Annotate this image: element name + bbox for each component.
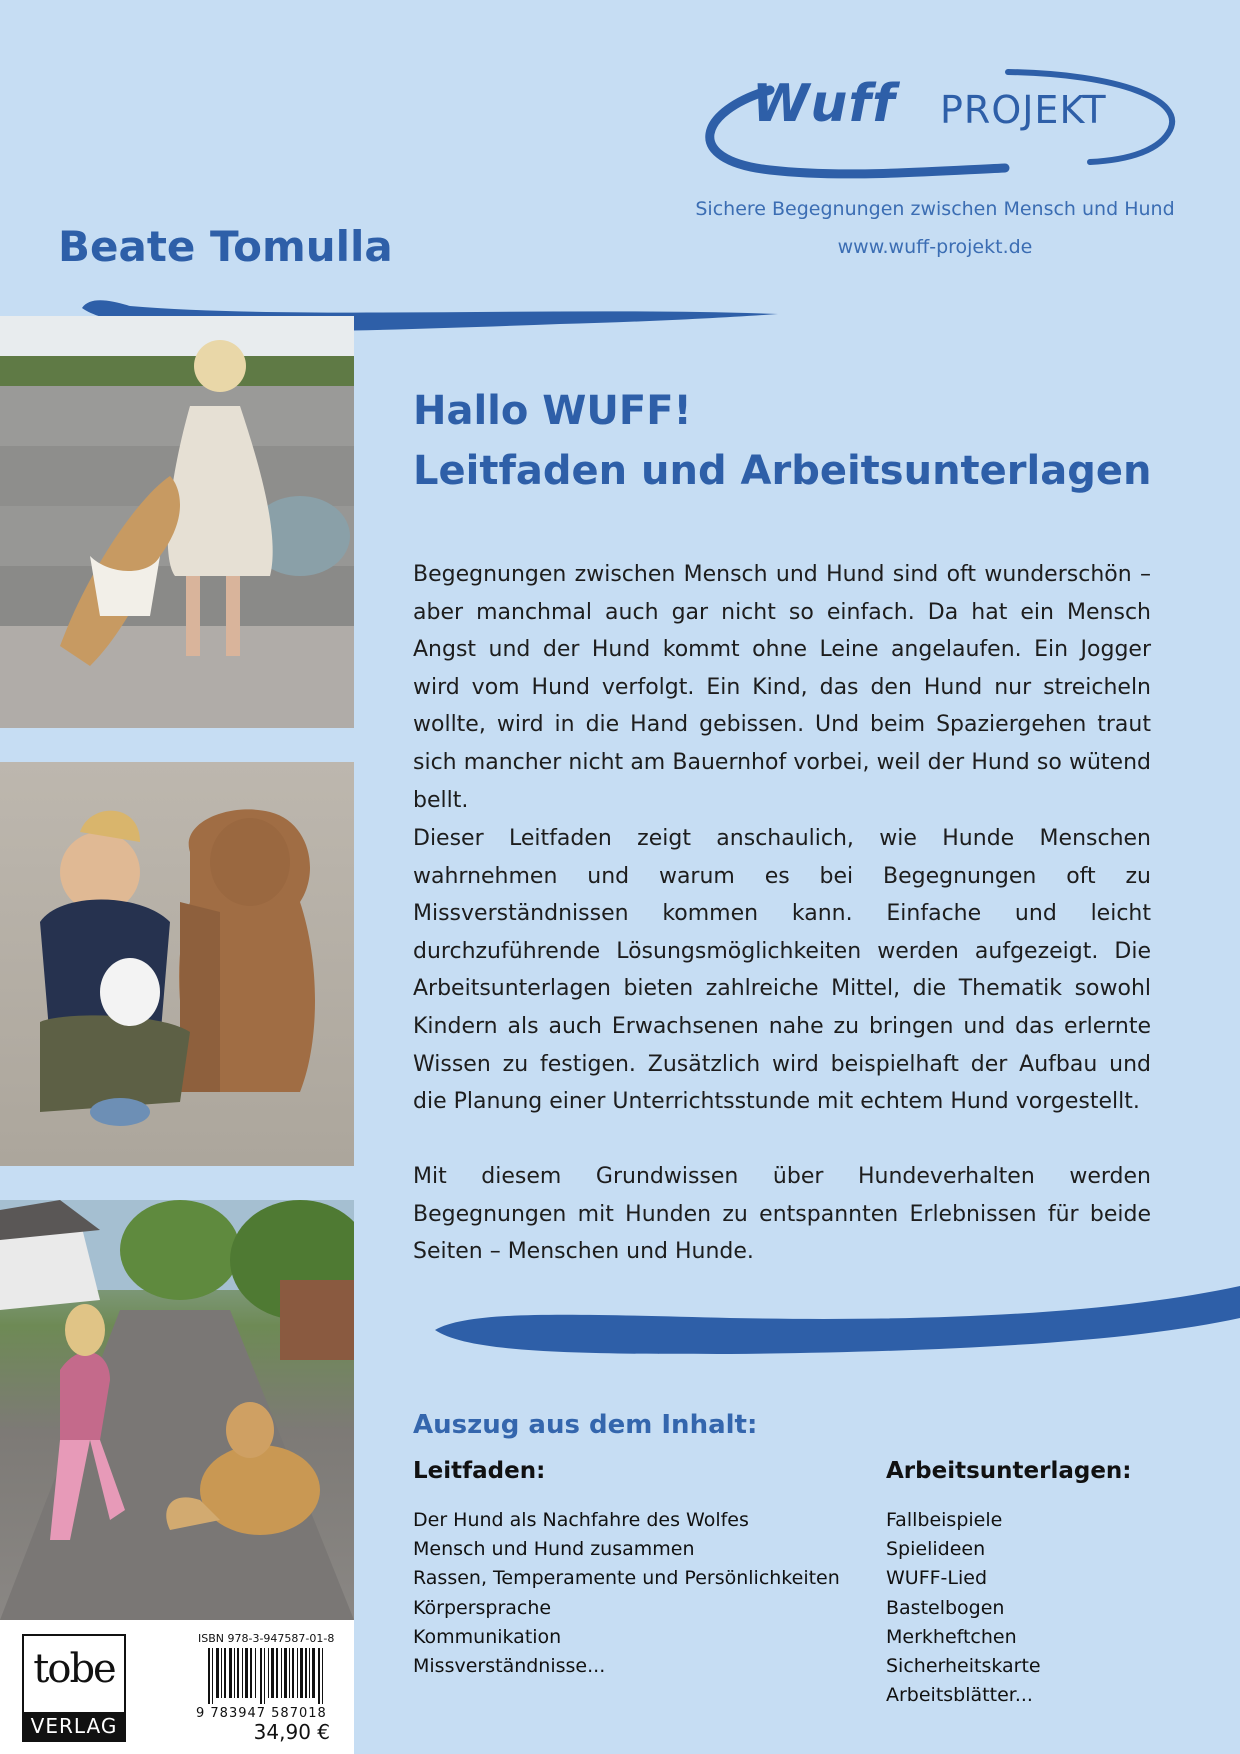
- list-item: Kommunikation: [413, 1625, 562, 1648]
- list-item: WUFF-Lied: [886, 1567, 988, 1590]
- list-item: Körpersprache: [413, 1596, 552, 1619]
- list-item: Spielideen: [886, 1538, 986, 1561]
- price: 34,90 €: [253, 1720, 330, 1744]
- tobe-logo-word: tobe: [33, 1646, 115, 1692]
- list-item: Fallbeispiele: [886, 1509, 1003, 1531]
- isbn-text: ISBN 978-3-947587-01-8: [198, 1632, 335, 1645]
- list-item: Rassen, Temperamente und Persönlichkeiten: [413, 1567, 840, 1590]
- tagline: Sichere Begegnungen zwischen Mensch und Hund: [695, 198, 1175, 220]
- list-item: Missverständnisse...: [413, 1655, 606, 1678]
- list-item: Arbeitsblätter...: [886, 1684, 1033, 1707]
- photo-girl-with-dog: [0, 316, 354, 728]
- logo-word-projekt: PROJEKT: [940, 88, 1107, 132]
- barcode-number: 9 783947 587018: [196, 1706, 327, 1721]
- wuff-projekt-logo: [690, 50, 1180, 190]
- website-link[interactable]: www.wuff-projekt.de: [837, 236, 1033, 258]
- list-item: Bastelbogen: [886, 1596, 1005, 1619]
- list-item: Mensch und Hund zusammen: [413, 1538, 695, 1561]
- contents-heading: Auszug aus dem Inhalt:: [413, 1410, 758, 1440]
- book-title: Hallo WUFF!: [413, 388, 692, 434]
- book-subtitle: Leitfaden und Arbeitsunterlagen: [413, 448, 1152, 494]
- tobe-verlag-logo: [22, 1634, 126, 1742]
- leitfaden-heading: Leitfaden:: [413, 1458, 546, 1484]
- verlag-logo-word: VERLAG: [24, 1712, 124, 1740]
- list-item: Sicherheitskarte: [886, 1655, 1041, 1678]
- description-paragraph-2: Dieser Leitfaden zeigt anschaulich, wie Hunde Menschen wahrnehmen und warum es bei Begegnungen oft zu Missverständnissen kommen kann. Einfache und leicht durchzuführende Lösungsmöglichkeiten werden aufgezeigt. Die Arbeitsunterlagen bieten zahlreiche Mittel, die Thematik sowohl Kindern als auch Erwachsenen nahe zu bringen und das erlernte Wissen zu festigen. Zusätzlich wird beispielhaft der Aufbau und die Planung einer Unterrichtsstunde mit echtem Hund vorgestellt.: [413, 826, 1151, 1115]
- description-paragraph-3: Mit diesem Grundwissen über Hundeverhalten werden Begegnungen mit Hunden zu entspannten Erlebnissen für beide Seiten – Menschen und Hunde.: [413, 1164, 1151, 1265]
- photo-girl-running-with-dog: [0, 1200, 354, 1620]
- logo-word-wuff: Wuff: [752, 74, 896, 134]
- list-item: Der Hund als Nachfahre des Wolfes: [413, 1509, 749, 1531]
- brush-stroke-bottom: [430, 1284, 1240, 1374]
- photo-boy-with-dog: [0, 762, 354, 1166]
- author-name: Beate Tomulla: [58, 222, 393, 271]
- arbeitsunterlagen-heading: Arbeitsunterlagen:: [886, 1458, 1132, 1484]
- arbeitsunterlagen-list: [886, 1506, 1041, 1710]
- description-paragraph-1: Begegnungen zwischen Mensch und Hund sind oft wunderschön – aber manchmal auch gar nicht so einfach. Da hat ein Mensch Angst und der Hund kommt ohne Leine angelaufen. Ein Jogger wird vom Hund verfolgt. Ein Kind, das den Hund nur streicheln wollte, wird in die Hand gebissen. Und beim Spaziergehen traut sich mancher nicht am Bauernhof vorbei, weil der Hund so wütend bellt.: [413, 562, 1151, 813]
- barcode-icon: [208, 1648, 328, 1704]
- publisher-box: [0, 1620, 354, 1754]
- leitfaden-list: [413, 1506, 840, 1681]
- list-item: Merkheftchen: [886, 1625, 1017, 1648]
